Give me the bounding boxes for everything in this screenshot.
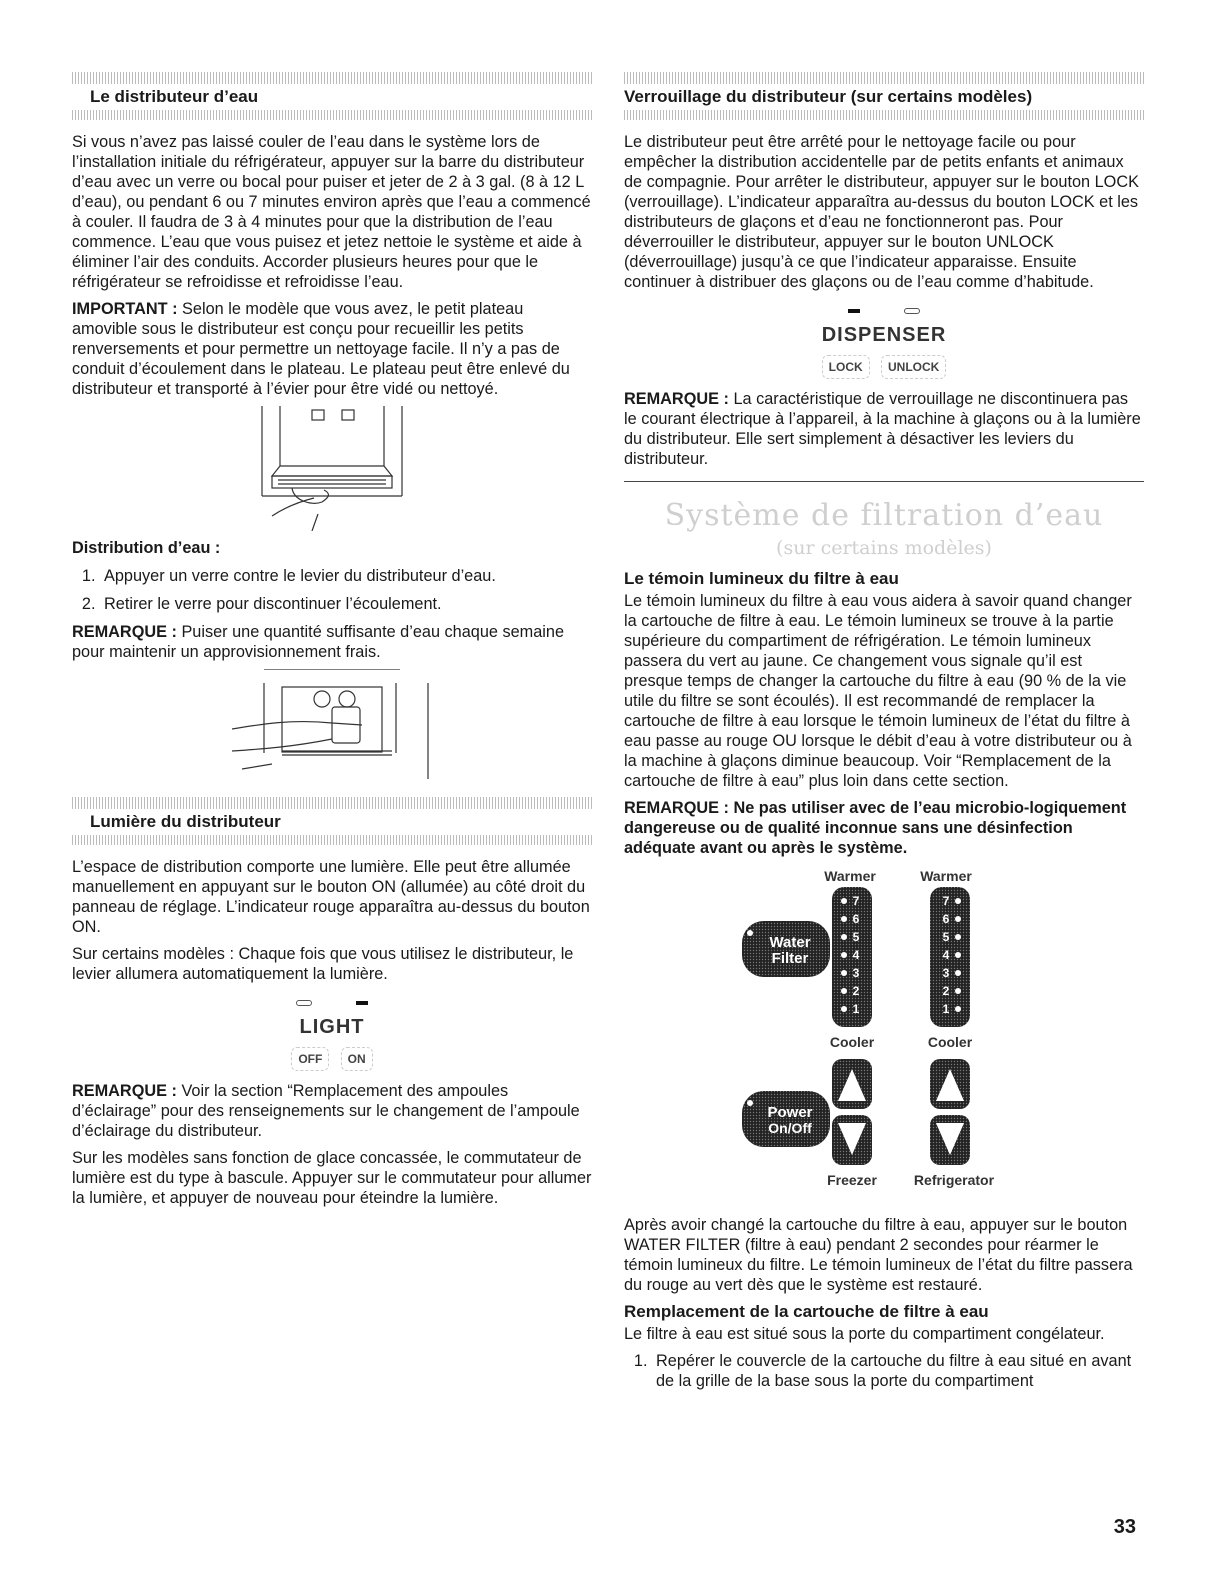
right-column	[624, 62, 1144, 1399]
temperature-level: 4	[942, 948, 950, 962]
light-off-button[interactable]: OFF	[291, 1047, 329, 1071]
level-dot-icon	[841, 1006, 847, 1012]
level-dot-icon	[955, 970, 961, 976]
drip-tray-illustration	[232, 406, 432, 531]
dispenser-lock-heading: Verrouillage du distributeur (sur certains modèles)	[624, 87, 1033, 106]
light-paragraph-1: L’espace de distribution comporte une lumière. Elle peut être allumée manuellement en appuyant sur le bouton ON (allumée) au côté droit du panneau de réglage. L’indicateur rouge apparaîtra au-dessus du bouton ON.	[72, 858, 590, 936]
level-dot-icon	[841, 952, 847, 958]
power-label-line1: Power	[767, 1104, 813, 1121]
important-text: Selon le modèle que vous avez, le petit plateau amovible sous le distributeur est conçu pour recueillir les petits renversements et pour permettre un nettoyage facile. Il n’y a pas de conduit d’écoulement dans le plateau. Le plateau peut être enlevé du distributeur et transporté à l’évier pour être vidé ou nettoyé.	[72, 300, 570, 398]
filtration-subtitle: (sur certains modèles)	[776, 537, 992, 559]
off-indicator	[296, 1000, 312, 1006]
level-dot-icon	[955, 916, 961, 922]
list-item: 1. Repérer le couvercle de la cartouche du filtre à eau situé en avant de la grille de la base sous la porte du compartiment	[652, 1351, 1144, 1391]
lock-note-paragraph	[624, 389, 1144, 469]
light-paragraph-2: Sur certains modèles : Chaque fois que vous utilisez le distributeur, le levier allumera automatiquement la lumière.	[72, 945, 574, 983]
glass-filling-illustration	[232, 669, 432, 787]
dispenser-lock-panel	[624, 302, 1144, 379]
level-dot-icon	[955, 988, 961, 994]
note-label: REMARQUE :	[72, 1082, 177, 1100]
section-rule	[72, 110, 592, 120]
note-text: Voir la section “Remplacement des ampoules d’éclairage” pour des renseignements sur le changement de l’ampoule d’éclairage du distributeur.	[72, 1082, 580, 1140]
water-distribution-steps	[72, 566, 592, 614]
level-dot-icon	[955, 1006, 961, 1012]
light-paragraph-3: Sur les modèles sans fonction de glace concassée, le commutateur de lumière est du type à bascule. Appuyer sur le commutateur pour allumer la lumière, et appuyer de nouveau pour éteindre la lumière.	[72, 1149, 592, 1207]
water-filter-label-line1: Water	[769, 934, 811, 951]
water-filter-label-line2: Filter	[771, 950, 809, 967]
left-column	[72, 62, 592, 1215]
note-text: La caractéristique de verrouillage ne discontinuera pas le courant électrique à l’appareil, à la machine à glaçons ou à la lumière du distributeur. Elle sert simplement à désactiver les leviers du distributeur.	[624, 390, 1141, 468]
page-number: 33	[1113, 1516, 1136, 1538]
temperature-level: 7	[852, 894, 860, 908]
water-intro-paragraph: Si vous n’avez pas laissé couler de l’eau dans le système lors de l’installation initiale du réfrigérateur, appuyer sur la barre du distributeur d’eau avec un verre ou bocal pour puiser et jeter de 2 à 3 gal. (8 à 12 L d’eau), ou pendant 6 ou 7 minutes environ après que l’eau a commencé à couler. Il faudra de 3 à 4 minutes pour que la distribution de l’eau commence. L’eau que vous puisez et jetez nettoie le système et aide à éliminer l’air des conduits. Accorder plusieurs heures pour que le réfrigérateur se refroidisse et refroidisse l’eau.	[72, 133, 591, 291]
temperature-level: 5	[852, 930, 860, 944]
light-indicators	[72, 994, 592, 1008]
level-dot-icon	[955, 898, 961, 904]
lock-indicator	[848, 309, 860, 313]
important-label: IMPORTANT :	[72, 300, 178, 318]
section-rule	[72, 797, 592, 809]
on-indicator	[356, 1001, 368, 1005]
section-divider	[624, 481, 1144, 482]
filter-replacement-heading: Remplacement de la cartouche de filtre à eau	[624, 1302, 989, 1321]
temperature-level: 6	[852, 912, 860, 926]
water-note-paragraph	[72, 622, 592, 662]
filter-reset-paragraph: Après avoir changé la cartouche du filtre à eau, appuyer sur le bouton WATER FILTER (filtre à eau) pendant 2 secondes pour réarmer le témoin lumineux du filtre. Le témoin lumineux de l’état du filtre passera du rouge au vert dès que le système est restauré.	[624, 1216, 1133, 1294]
power-indicator	[747, 1100, 753, 1106]
refrigerator-temperature-scale	[930, 887, 970, 1027]
temperature-control-panel	[734, 865, 1034, 1205]
water-filter-indicator	[747, 930, 753, 936]
light-control-title: LIGHT	[299, 1016, 365, 1038]
level-dot-icon	[841, 916, 847, 922]
temperature-level: 1	[852, 1002, 860, 1016]
warmer-label-left: Warmer	[824, 868, 876, 884]
water-dispenser-heading: Le distributeur d’eau	[90, 87, 259, 106]
light-buttons	[72, 1047, 592, 1071]
temperature-level: 2	[942, 984, 950, 998]
drip-tray-drawing	[232, 406, 432, 531]
temperature-level: 6	[942, 912, 950, 926]
filter-warning-paragraph	[624, 798, 1144, 858]
filter-light-paragraph: Le témoin lumineux du filtre à eau vous aidera à savoir quand changer la cartouche de filtre à eau. Le témoin lumineux se trouve à la partie supérieure du compartiment de réfrigération. Le témoin lumineux passera du vert au jaune. Ce changement vous signale qu’il est presque temps de changer la cartouche du filtre à eau (90 % de la vie utile du filtre se sont écoulés). Il est recommandé de remplacer la cartouche de filtre à eau lorsque le témoin lumineux de l’état du filtre à eau passe au rouge OU lorsque le débit d’eau à votre distributeur ou à la machine à glaçons diminue beaucoup. Voir “Remplacement de la cartouche de filtre à eau” plus loin dans cette section.	[624, 592, 1132, 790]
warning-label: REMARQUE :	[624, 799, 729, 817]
level-dot-icon	[955, 934, 961, 940]
unlock-button[interactable]: UNLOCK	[881, 355, 946, 379]
section-rule	[624, 72, 1144, 84]
refrigerator-label: Refrigerator	[913, 1172, 995, 1188]
level-dot-icon	[841, 934, 847, 940]
level-dot-icon	[841, 970, 847, 976]
control-panel-drawing	[734, 865, 1034, 1205]
freezer-label: Freezer	[827, 1172, 877, 1188]
temperature-level: 2	[852, 984, 860, 998]
list-item: 2. Retirer le verre pour discontinuer l’écoulement.	[100, 594, 592, 614]
dispenser-control-title: DISPENSER	[821, 324, 947, 346]
level-dot-icon	[955, 952, 961, 958]
temperature-level: 5	[942, 930, 950, 944]
power-label-line2: On/Off	[768, 1120, 812, 1136]
section-rule	[72, 72, 592, 84]
lock-buttons	[624, 355, 1144, 379]
water-distribution-heading: Distribution d’eau :	[72, 539, 221, 557]
list-item: 1. Appuyer un verre contre le levier du distributeur d’eau.	[100, 566, 592, 586]
section-rule	[624, 110, 1144, 120]
cooler-label-left: Cooler	[829, 1034, 875, 1050]
lock-indicators	[624, 302, 1144, 316]
lock-paragraph: Le distributeur peut être arrêté pour le nettoyage facile ou pour empêcher la distribution accidentelle par de petits enfants et animaux de compagnie. Pour arrêter le distributeur, appuyer sur le bouton LOCK (verrouillage). L’indicateur apparaîtra au-dessus du bouton LOCK et les distributeurs de glaçons et d’eau ne fonctionneront pas. Pour déverrouiller le distributeur, appuyer sur le bouton UNLOCK (déverrouillage) jusqu’à ce que l’indicateur apparaisse. Ensuite continuer à distribuer des glaçons ou de l’eau comme d’habitude.	[624, 133, 1139, 291]
light-note-paragraph	[72, 1081, 592, 1141]
cooler-label-right: Cooler	[927, 1034, 973, 1050]
temperature-level: 7	[942, 894, 950, 908]
temperature-level: 3	[852, 966, 860, 980]
filter-location-paragraph: Le filtre à eau est situé sous la porte du compartiment congélateur.	[624, 1325, 1105, 1343]
unlock-indicator	[904, 308, 920, 314]
temperature-level: 3	[942, 966, 950, 980]
warning-text: Ne pas utiliser avec de l’eau microbio-logiquement dangereuse ou de qualité inconnue sans une désinfection adéquate avant ou après le système.	[624, 799, 1127, 857]
level-dot-icon	[841, 988, 847, 994]
level-dot-icon	[841, 898, 847, 904]
temperature-level: 4	[852, 948, 860, 962]
important-paragraph	[72, 299, 592, 399]
light-on-button[interactable]: ON	[341, 1047, 373, 1071]
filter-replacement-steps	[624, 1351, 1144, 1391]
note-label: REMARQUE :	[624, 390, 729, 408]
section-rule	[72, 835, 592, 845]
note-label: REMARQUE :	[72, 623, 177, 641]
filter-light-heading: Le témoin lumineux du filtre à eau	[624, 569, 899, 588]
dispenser-light-heading: Lumière du distributeur	[90, 812, 281, 831]
glass-filling-drawing	[232, 669, 432, 787]
light-control-panel	[72, 994, 592, 1071]
lock-button[interactable]: LOCK	[822, 355, 870, 379]
note-text: Puiser une quantité suffisante d’eau chaque semaine pour maintenir un approvisionnement frais.	[72, 623, 565, 661]
filtration-title: Système de filtration d’eau	[664, 498, 1104, 533]
temperature-level: 1	[942, 1002, 950, 1016]
warmer-label-right: Warmer	[920, 868, 972, 884]
